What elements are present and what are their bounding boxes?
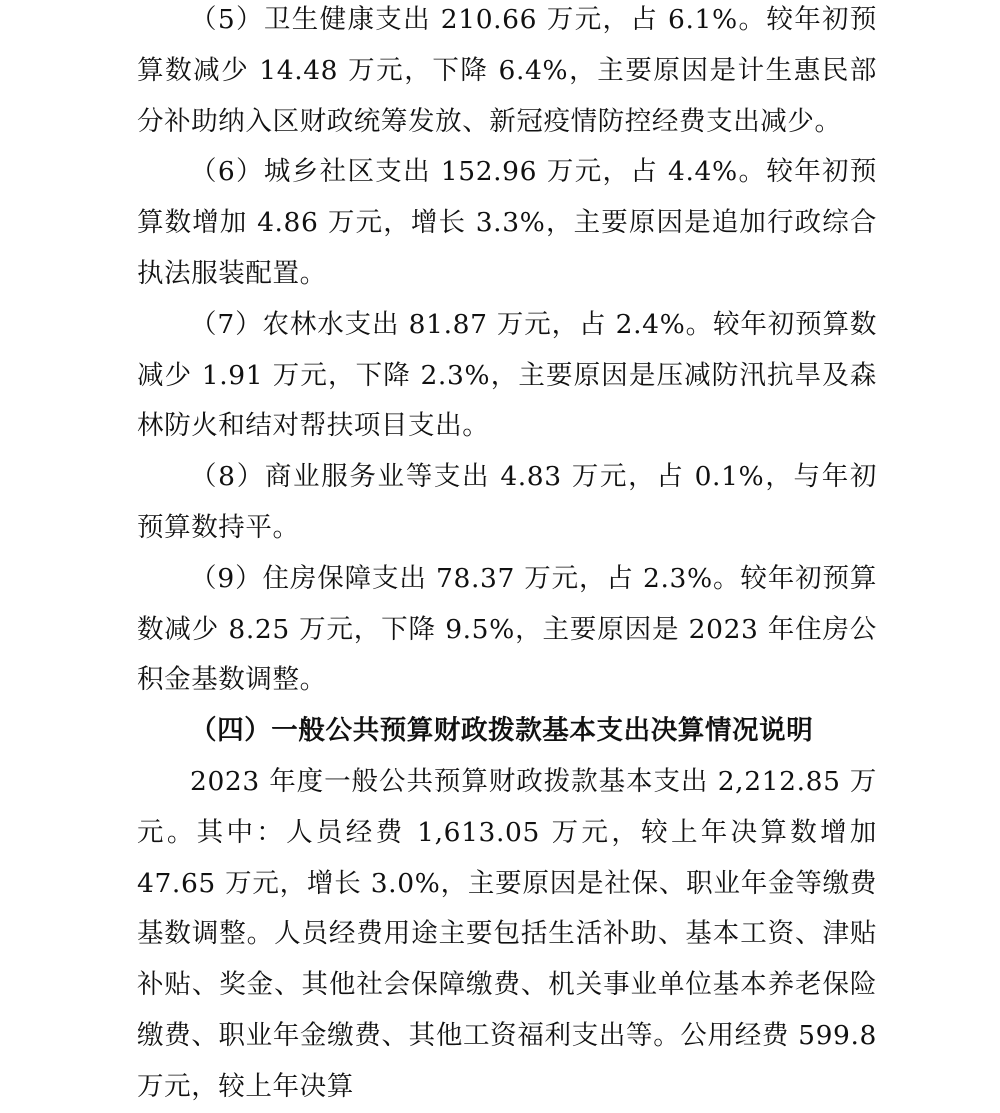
paragraph-health-expenditure: （5）卫生健康支出 210.66 万元，占 6.1%。较年初预算数减少 14.48 万元，下降 6.4%，主要原因是计生惠民部分补助纳入区财政统筹发放、新冠疫情防控经费支出减少。 xyxy=(137,4,877,137)
paragraph-agriculture-forestry-water-expenditure: （7）农林水支出 81.87 万元，占 2.4%。较年初预算数减少 1.91 万元，下降 2.3%，主要原因是压减防汛抗旱及森林防火和结对帮扶项目支出。 xyxy=(137,308,877,442)
paragraph-basic-expenditure-summary: 2023 年度一般公共预算财政拨款基本支出 2,212.85 万元。其中：人员经费 1,613.05 万元，较上年决算数增加 47.65 万元，增长 3.0%，主要原因是社保、职业年金等缴费基数调整。人员经费用途主要包括生活补助、基本工资、津贴补贴、奖金、其他社会保障缴费、机关事业单位基本养老保险缴费、职业年金缴费、其他工资福利支出等。公用经费 599.8 万元，较上年决算 xyxy=(137,765,877,1102)
paragraph-urban-rural-community-expenditure: （6）城乡社区支出 152.96 万元，占 4.4%。较年初预算数增加 4.86 万元，增长 3.3%，主要原因是追加行政综合执法服装配置。 xyxy=(137,156,877,289)
section-heading: （四）一般公共预算财政拨款基本支出决算情况说明 xyxy=(190,715,814,747)
paragraph-commercial-services-expenditure: （8）商业服务业等支出 4.83 万元，占 0.1%，与年初预算数持平。 xyxy=(137,461,877,543)
document-page xyxy=(137,0,877,1113)
paragraph-housing-security-expenditure: （9）住房保障支出 78.37 万元，占 2.3%。较年初预算数减少 8.25 万元，下降 9.5%，主要原因是 2023 年住房公积金基数调整。 xyxy=(137,562,877,696)
